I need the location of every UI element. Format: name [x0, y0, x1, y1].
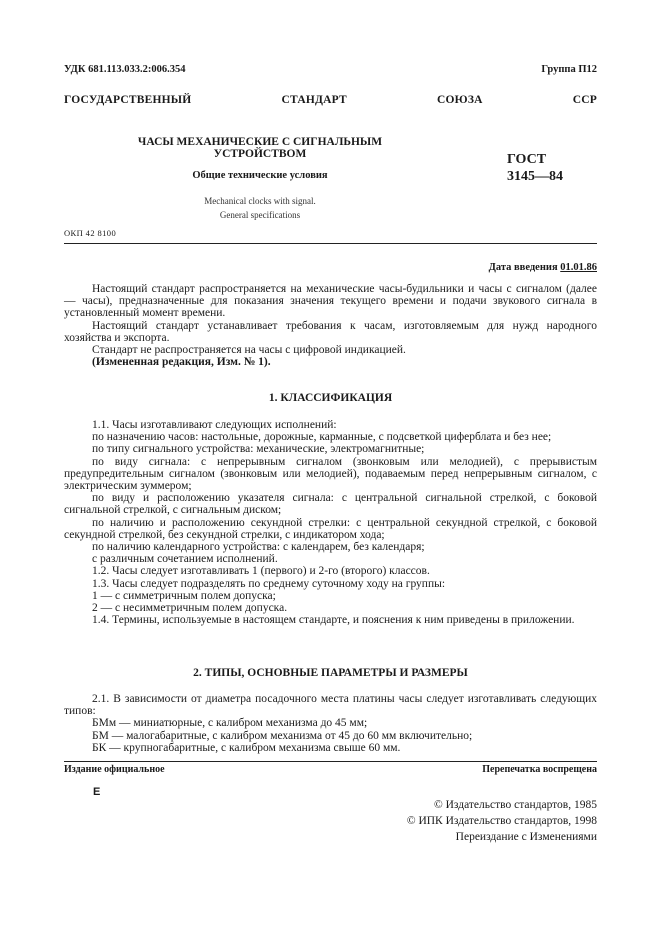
section-1-paragraph: по наличию и расположению секундной стрелки: с центральной секундной стрелкой, с боковой секундной стрелкой, без секундной стрелки, с индикатором хода;	[64, 516, 597, 541]
reissue-note: Переиздание с Изменениями	[455, 831, 597, 843]
section-1-paragraph: 1.3. Часы следует подразделять по среднему суточному ходу на группы:	[92, 577, 446, 590]
okp-code: ОКП 42 8100	[64, 228, 117, 238]
intro-paragraph: Настоящий стандарт распространяется на механические часы-будильники и часы с сигналом (далее — часы), предназначенные для показания значения текущего времени и подачи звукового сигнала в установленный момент времени.	[64, 283, 597, 320]
section-1-paragraph: по наличию календарного устройства: с календарем, без календаря;	[92, 541, 425, 554]
intro-paragraph: Настоящий стандарт устанавливает требования к часам, изготовляемым для нужд народного хозяйства и экспорта.	[64, 319, 597, 344]
section-1-paragraph: по виду сигнала: с непрерывным сигналом (звонковым или мелодией), с прерывистым предупредительным сигналом (звонковым или мелодией), подаваемым перед непрерывным сигналом, с электрическим зуммером;	[64, 455, 597, 493]
section-2-paragraph: БМм — миниатюрные, с калибром механизма до 45 мм;	[92, 717, 368, 730]
intro-text	[64, 283, 597, 368]
group-code: Группа П12	[541, 64, 597, 75]
copyright-1998: © ИПК Издательство стандартов, 1998	[406, 815, 597, 827]
section-2-heading: 2. ТИПЫ, ОСНОВНЫЕ ПАРАМЕТРЫ И РАЗМЕРЫ	[193, 667, 468, 679]
state-standard-banner: ГОСУДАРСТВЕННЫЙ СТАНДАРТ СОЮЗА ССР	[64, 94, 597, 106]
section-1-paragraph: 2 — с несимметричным полем допуска.	[92, 602, 288, 615]
gost-number-block	[507, 151, 563, 185]
intro-paragraph: Стандарт не распространяется на часы с цифровой индикацией.	[92, 344, 406, 357]
introduction-date	[489, 262, 597, 273]
title-line-2: УСТРОЙСТВОМ	[213, 148, 307, 160]
udc-code: УДК 681.113.033.2:006.354	[64, 64, 186, 75]
section-1-paragraph: по типу сигнального устройства: механические, электромагнитные;	[92, 443, 425, 456]
section-1-paragraph: 1.4. Термины, используемые в настоящем стандарте, и пояснения к ним приведены в приложении.	[92, 614, 575, 627]
intro-revision-note: (Измененная редакция, Изм. № 1).	[92, 356, 271, 369]
section-2-paragraph: 2.1. В зависимости от диаметра посадочного места платины часы следует изготавливать следующих типов:	[64, 693, 597, 718]
reprint-prohibited-label: Перепечатка воспрещена	[482, 764, 597, 775]
gost-number: 3145—84	[507, 169, 563, 184]
introduction-date-label: Дата введения	[488, 262, 558, 273]
title-line-1: ЧАСЫ МЕХАНИЧЕСКИЕ С СИГНАЛЬНЫМ	[137, 136, 383, 148]
section-2-body	[64, 693, 597, 754]
footer-divider	[64, 761, 597, 762]
header-divider	[64, 243, 597, 244]
section-1-paragraph: по назначению часов: настольные, дорожные, карманные, с подсветкой циферблата и без нее;	[92, 431, 552, 444]
section-2-paragraph: БК — крупногабаритные, с калибром механизма свыше 60 мм.	[92, 741, 401, 754]
section-1-paragraph: 1.2. Часы следует изготавливать 1 (первого) и 2-го (второго) классов.	[92, 565, 430, 578]
copyright-1985: © Издательство стандартов, 1985	[433, 799, 597, 811]
official-edition-label: Издание официальное	[64, 764, 165, 775]
gost-label: ГОСТ	[507, 152, 547, 167]
section-1-paragraph: 1.1. Часы изготавливают следующих исполнений:	[92, 419, 337, 431]
section-1-paragraph: 1 — с симметричным полем допуска;	[92, 589, 276, 602]
section-2-paragraph: БМ — малогабаритные, с калибром механизма от 45 до 60 мм включительно;	[92, 729, 473, 742]
document-title	[110, 136, 410, 160]
edition-mark: Е	[93, 786, 101, 798]
section-1-body	[64, 419, 597, 626]
english-title-line-2: General specifications	[219, 210, 301, 220]
section-1-heading: 1. КЛАССИФИКАЦИЯ	[268, 392, 393, 404]
english-title	[110, 194, 410, 222]
document-subtitle: Общие технические условия	[192, 170, 328, 181]
introduction-date-value: 01.01.86	[560, 262, 597, 273]
english-title-line-1: Mechanical clocks with signal.	[204, 196, 316, 206]
section-1-paragraph: по виду и расположению указателя сигнала: с центральной сигнальной стрелкой, с боковой сигнальной стрелкой, с сигнальным диском;	[64, 492, 597, 517]
section-1-paragraph: с различным сочетанием исполнений.	[92, 553, 278, 566]
